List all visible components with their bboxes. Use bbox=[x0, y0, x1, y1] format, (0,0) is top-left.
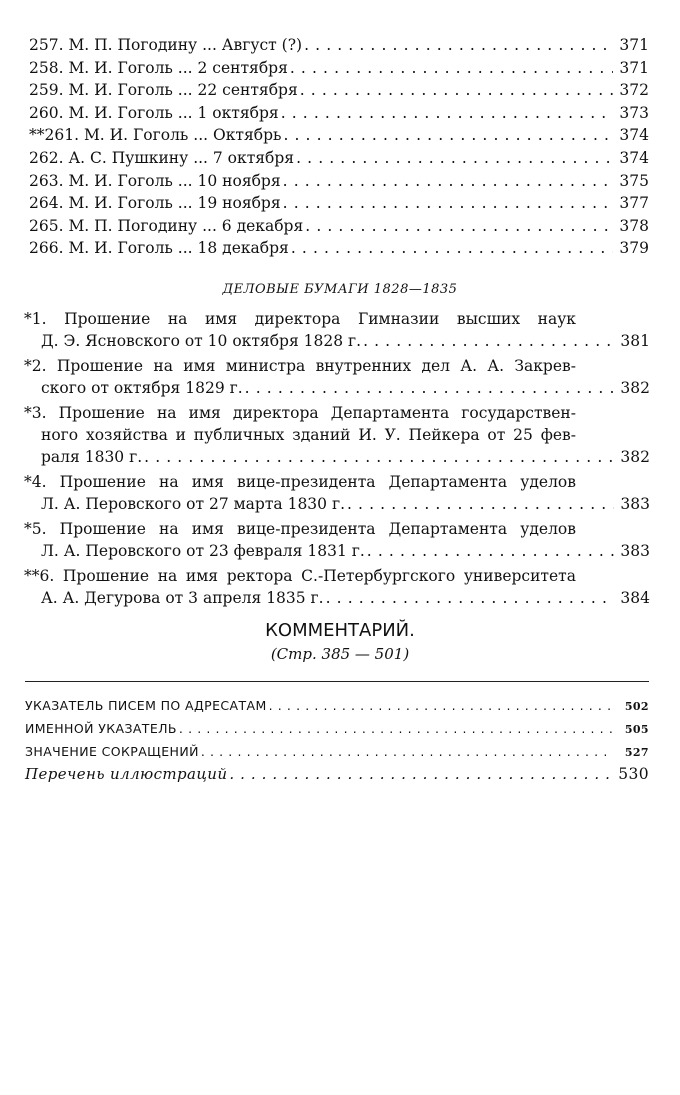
dot-leader bbox=[290, 57, 613, 80]
dot-leader bbox=[326, 587, 614, 609]
toc-entry bbox=[25, 694, 649, 717]
toc-entry bbox=[24, 402, 650, 468]
entry-title-line: раля 1830 г. bbox=[41, 447, 143, 466]
page-number: 527 bbox=[624, 745, 649, 759]
entry-title-line: *5. Прошение на имя вице-президента Департамента уделов bbox=[24, 519, 576, 538]
dot-leader bbox=[281, 102, 613, 125]
entry-title-line: ного хозяйства и публичных зданий И. У. Пейкера от 25 фев- bbox=[41, 425, 576, 444]
page-number: 375 bbox=[619, 171, 649, 190]
page-number: 383 bbox=[620, 541, 650, 560]
entry-title: 266. М. И. Гоголь ... 18 декабря bbox=[29, 239, 289, 258]
toc-entry bbox=[29, 34, 649, 57]
entry-title-line: **6. Прошение на имя ректора С.-Петербургского университета bbox=[24, 566, 576, 585]
entry-title-line: Л. А. Перовского от 23 февраля 1831 г. bbox=[41, 541, 365, 560]
page-number: 382 bbox=[620, 378, 650, 397]
toc-entry bbox=[29, 57, 649, 80]
page-number: 371 bbox=[619, 36, 649, 54]
toc-entry bbox=[29, 102, 649, 125]
dot-leader bbox=[179, 717, 613, 740]
page-number: 371 bbox=[619, 58, 649, 77]
entry-title-line: Л. А. Перовского от 27 марта 1830 г. bbox=[41, 494, 345, 513]
page-number: 383 bbox=[620, 494, 650, 513]
page-number: 374 bbox=[619, 126, 649, 145]
business-papers-list bbox=[24, 308, 650, 609]
page-number: 374 bbox=[619, 148, 649, 167]
toc-entry bbox=[29, 79, 649, 102]
page-number: 379 bbox=[619, 239, 649, 258]
entry-title: 265. М. П. Погодину ... 6 декабря bbox=[29, 216, 304, 235]
entry-title: УКАЗАТЕЛЬ ПИСЕМ ПО АДРЕСАТАМ bbox=[25, 697, 267, 713]
page-number: 384 bbox=[620, 588, 650, 607]
entry-title: **261. М. И. Гоголь ... Октябрь bbox=[29, 126, 282, 145]
dot-leader bbox=[363, 330, 614, 352]
dot-leader bbox=[291, 237, 613, 260]
page-number: 505 bbox=[624, 722, 649, 736]
toc-entry bbox=[29, 192, 649, 215]
entry-title: ИМЕННОЙ УКАЗАТЕЛЬ bbox=[25, 720, 177, 736]
entry-title-line: *2. Прошение на имя министра внутренних дел А. А. Закрев- bbox=[24, 356, 576, 375]
dot-leader bbox=[283, 192, 613, 215]
dot-leader bbox=[304, 34, 613, 57]
dot-leader bbox=[367, 540, 614, 562]
dot-leader bbox=[305, 215, 613, 238]
toc-entry bbox=[25, 763, 649, 786]
page-number: 502 bbox=[624, 699, 649, 713]
toc-entry bbox=[25, 717, 649, 740]
entry-title: ЗНАЧЕНИЕ СОКРАЩЕНИЙ bbox=[25, 743, 199, 759]
dot-leader bbox=[245, 377, 614, 399]
dot-leader bbox=[201, 740, 613, 763]
commentary-title: КОММЕНТАРИЙ. bbox=[265, 619, 415, 641]
entry-title-line: *4. Прошение на имя вице-президента Департамента уделов bbox=[24, 472, 576, 491]
toc-entry bbox=[24, 565, 650, 609]
divider bbox=[25, 681, 649, 682]
page-number: 381 bbox=[620, 331, 650, 350]
dot-leader bbox=[300, 79, 613, 102]
entry-title-line: *3. Прошение на имя директора Департамента государствен- bbox=[24, 403, 576, 422]
toc-entry bbox=[24, 308, 650, 352]
entry-title-line: *1. Прошение на имя директора Гимназии высших наук bbox=[24, 309, 576, 328]
section-title: ДЕЛОВЫЕ БУМАГИ 1828—1835 bbox=[222, 281, 458, 297]
entry-title-line: Д. Э. Ясновского от 10 октября 1828 г. bbox=[41, 331, 362, 350]
letters-list bbox=[29, 34, 649, 260]
entry-title-line: А. А. Дегурова от 3 апреля 1835 г. bbox=[41, 588, 324, 607]
page-number: 372 bbox=[619, 81, 649, 100]
toc-entry bbox=[29, 215, 649, 238]
dot-leader bbox=[347, 493, 614, 515]
commentary-range: (Стр. 385 — 501) bbox=[270, 644, 410, 663]
appendix-list bbox=[25, 694, 649, 786]
entry-title: 263. М. И. Гоголь ... 10 ноября bbox=[29, 171, 281, 190]
dot-leader bbox=[283, 124, 613, 147]
entry-title: 264. М. И. Гоголь ... 19 ноября bbox=[29, 194, 281, 213]
page-number: 530 bbox=[618, 764, 649, 783]
dot-leader bbox=[296, 147, 613, 170]
entry-title-line: ского от октября 1829 г. bbox=[41, 378, 243, 397]
dot-leader bbox=[283, 170, 613, 193]
entry-title: 258. М. И. Гоголь ... 2 сентября bbox=[29, 58, 288, 77]
dot-leader bbox=[144, 446, 614, 468]
page-number: 382 bbox=[620, 447, 650, 466]
toc-entry bbox=[29, 124, 649, 147]
page-number: 378 bbox=[619, 216, 649, 235]
toc-entry bbox=[29, 147, 649, 170]
toc-entry bbox=[29, 170, 649, 193]
dot-leader bbox=[229, 763, 613, 786]
entry-title: 262. А. С. Пушкину ... 7 октября bbox=[29, 148, 295, 167]
entry-title: Перечень иллюстраций bbox=[25, 764, 228, 783]
toc-entry bbox=[24, 355, 650, 399]
page-number: 373 bbox=[619, 103, 649, 122]
toc-entry bbox=[24, 518, 650, 562]
entry-title: 259. М. И. Гоголь ... 22 сентября bbox=[29, 81, 298, 100]
toc-entry bbox=[24, 471, 650, 515]
entry-title: 257. М. П. Погодину ... Август (?) bbox=[29, 36, 303, 54]
dot-leader bbox=[269, 694, 613, 717]
page-number: 377 bbox=[619, 194, 649, 213]
toc-entry bbox=[25, 740, 649, 763]
toc-entry bbox=[29, 237, 649, 260]
entry-title: 260. М. И. Гоголь ... 1 октября bbox=[29, 103, 279, 122]
